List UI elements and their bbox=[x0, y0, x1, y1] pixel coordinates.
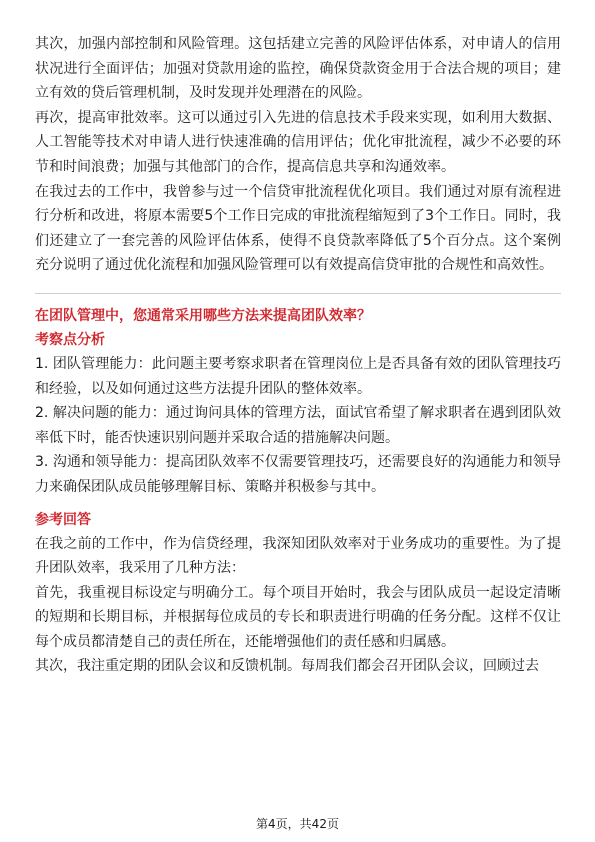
section-divider bbox=[35, 293, 561, 294]
page-content bbox=[35, 32, 561, 679]
analysis-item: 3. 沟通和领导能力：提高团队效率不仅需要管理技巧，还需要良好的沟通能力和领导力来确保团队成员能够理解目标、策略并积极参与其中。 bbox=[35, 454, 561, 495]
spacer bbox=[35, 500, 561, 508]
intro-paragraph: 其次，加强内部控制和风险管理。这包括建立完善的风险评估体系，对申请人的信用状况进行全面评估；加强对贷款用途的监控，确保贷款资金用于合法合规的项目；建立有效的贷后管理机制，及时发现并处理潜在的风险。 bbox=[35, 36, 561, 102]
answer-paragraph: 在我之前的工作中，作为信贷经理，我深知团队效率对于业务成功的重要性。为了提升团队效率，我采用了几种方法： bbox=[35, 535, 561, 577]
answer-paragraph: 首先，我重视目标设定与明确分工。每个项目开始时，我会与团队成员一起设定清晰的短期和长期目标，并根据每位成员的专长和职责进行明确的任务分配。这样不仅让每个成员都清楚自己的责任所在，还能增强他们的责任感和归属感。 bbox=[35, 584, 561, 650]
answer-paragraph: 其次，我注重定期的团队会议和反馈机制。每周我们都会召开团队会议，回顾过去 bbox=[35, 658, 539, 675]
intro-paragraph: 再次，提高审批效率。这可以通过引入先进的信息技术手段来实现，如利用大数据、人工智能等技术对申请人进行快速准确的信用评估；优化审批流程，减少不必要的环节和时间浪费；加强与其他部门的合作，提高信息共享和沟通效率。 bbox=[35, 109, 561, 175]
page-number: 第4页，共42页 bbox=[256, 817, 339, 831]
answer-heading: 参考回答 bbox=[35, 511, 91, 528]
question-title: 在团队管理中，您通常采用哪些方法来提高团队效率？ bbox=[35, 307, 371, 324]
analysis-item: 2. 解决问题的能力：通过询问具体的管理方法，面试官希望了解求职者在遇到团队效率低下时，能否快速识别问题并采取合适的措施解决问题。 bbox=[35, 405, 561, 446]
analysis-heading: 考察点分析 bbox=[35, 331, 105, 348]
intro-paragraph: 在我过去的工作中，我曾参与过一个信贷审批流程优化项目。我们通过对原有流程进行分析和改进，将原本需要5个工作日完成的审批流程缩短到了3个工作日。同时，我们还建立了一套完善的风险评估体系，使得不良贷款率降低了5个百分点。这个案例充分说明了通过优化流程和加强风险管理可以有效提高信贷审批的合规性和高效性。 bbox=[35, 183, 561, 274]
analysis-item: 1. 团队管理能力：此问题主要考察求职者在管理岗位上是否具备有效的团队管理技巧和经验，以及如何通过这些方法提升团队的整体效率。 bbox=[35, 355, 561, 397]
